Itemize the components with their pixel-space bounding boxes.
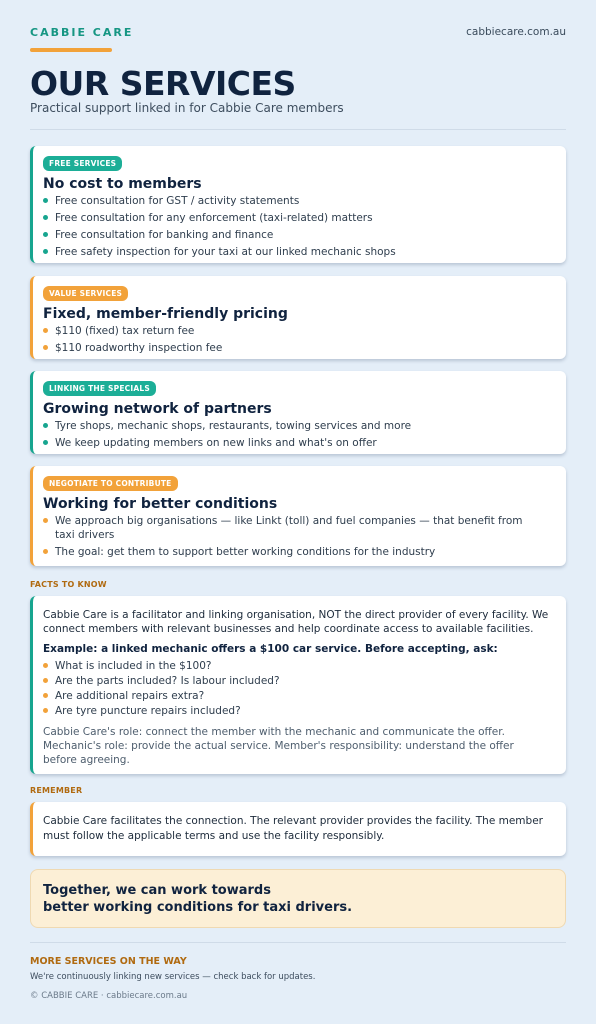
header-divider	[30, 129, 566, 130]
top-bar	[30, 26, 566, 40]
together-line-2: better working conditions for taxi drivers.	[43, 900, 353, 915]
list-item: Are additional repairs extra?	[43, 689, 543, 703]
together-banner	[30, 869, 566, 928]
card-title: Fixed, member-friendly pricing	[43, 306, 288, 322]
card-title: Growing network of partners	[43, 401, 272, 417]
free-services-badge: FREE SERVICES	[43, 156, 122, 171]
negotiate-badge: NEGOTIATE TO CONTRIBUTE	[43, 476, 178, 491]
value-services-card	[30, 276, 566, 359]
list-item: We keep updating members on new links and what's on offer	[43, 436, 543, 450]
list-item: $110 roadworthy inspection fee	[43, 341, 543, 355]
card-title: No cost to members	[43, 176, 202, 192]
list-item: Free consultation for GST / activity statements	[43, 194, 543, 208]
page-title: OUR SERVICES	[30, 64, 296, 103]
page-subtitle: Practical support linked in for Cabbie Care members	[30, 101, 344, 115]
free-services-card	[30, 146, 566, 263]
facts-intro: Cabbie Care is a facilitator and linking organisation, NOT the direct provider of every facility. We connect members with relevant businesses and help coordinate access to available facilities.	[43, 609, 549, 635]
site-link[interactable]: cabbiecare.com.au	[466, 26, 566, 38]
footer-divider	[30, 942, 566, 943]
list-item: Free consultation for banking and finance	[43, 228, 543, 242]
facts-section-label: FACTS TO KNOW	[30, 580, 107, 589]
negotiate-card	[30, 466, 566, 566]
linking-specials-card	[30, 371, 566, 454]
list-item: What is included in the $100?	[43, 659, 543, 673]
value-services-badge: VALUE SERVICES	[43, 286, 128, 301]
facts-roles: Cabbie Care's role: connect the member with the mechanic and communicate the offer. Mechanic's role: provide the actual service. Member's responsibility: understand the offer before agreeing.	[43, 726, 514, 766]
facts-questions-list	[43, 659, 543, 719]
more-services-text: We're continuously linking new services — check back for updates.	[30, 972, 316, 982]
list-item: Free safety inspection for your taxi at our linked mechanic shops	[43, 245, 543, 259]
remember-section-label: REMEMBER	[30, 786, 83, 795]
list-item: Tyre shops, mechanic shops, restaurants, towing services and more	[43, 419, 543, 433]
more-services-title: MORE SERVICES ON THE WAY	[30, 956, 187, 967]
negotiate-list	[43, 514, 543, 562]
list-item: $110 (fixed) tax return fee	[43, 324, 543, 338]
list-item: The goal: get them to support better working conditions for the industry	[43, 545, 543, 559]
list-item: We approach big organisations — like Linkt (toll) and fuel companies — that benefit from taxi drivers	[43, 514, 543, 542]
remember-card	[30, 802, 566, 856]
facts-example: Example: a linked mechanic offers a $100 car service. Before accepting, ask:	[43, 643, 498, 655]
card-title: Working for better conditions	[43, 496, 278, 512]
brand-name: CABBIE CARE	[30, 26, 134, 39]
remember-text: Cabbie Care facilitates the connection. The relevant provider provides the facility. The member must follow the applicable terms and use the facility responsibly.	[43, 815, 543, 842]
free-services-list	[43, 194, 543, 262]
together-line-1: Together, we can work towards	[43, 883, 271, 898]
copyright: © CABBIE CARE · cabbiecare.com.au	[30, 991, 188, 1001]
facts-card	[30, 596, 566, 774]
brand-accent-bar	[30, 48, 112, 52]
linking-specials-badge: LINKING THE SPECIALS	[43, 381, 156, 396]
together-message	[43, 882, 543, 916]
list-item: Are the parts included? Is labour included?	[43, 674, 543, 688]
value-services-list	[43, 324, 543, 358]
list-item: Free consultation for any enforcement (taxi-related) matters	[43, 211, 543, 225]
list-item: Are tyre puncture repairs included?	[43, 704, 543, 718]
linking-specials-list	[43, 419, 543, 453]
